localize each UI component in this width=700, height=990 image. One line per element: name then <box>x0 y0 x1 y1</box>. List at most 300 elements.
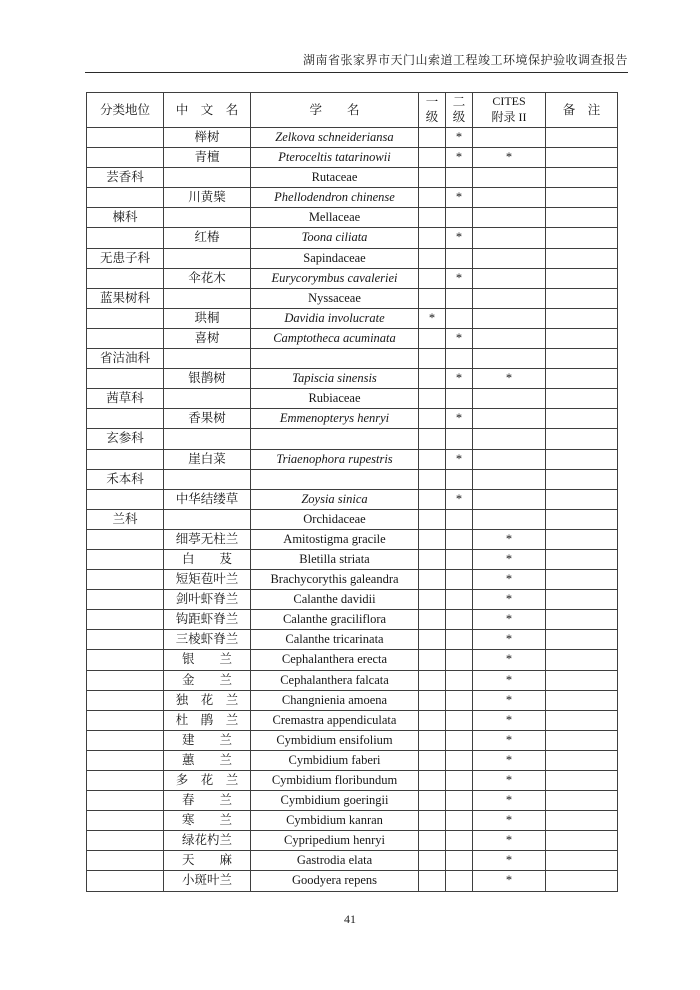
cell-chinese-name: 榉树 <box>164 128 251 148</box>
cell-family: 芸香科 <box>87 168 164 188</box>
cell-cites: * <box>473 831 546 851</box>
cell-cites <box>473 429 546 449</box>
cell-note <box>546 409 618 429</box>
header-title: 湖南省张家界市天门山索道工程竣工环境保护验收调查报告 <box>302 53 628 67</box>
table-row <box>87 710 618 730</box>
cell-chinese-name: 三棱虾脊兰 <box>164 630 251 650</box>
cell-scientific-name: Cymbidium kanran <box>251 811 419 831</box>
cell-chinese-name <box>164 288 251 308</box>
table-row <box>87 288 618 308</box>
cell-scientific-name: Toona ciliata <box>251 228 419 248</box>
cell-scientific-name <box>251 429 419 449</box>
cell-cites: * <box>473 630 546 650</box>
cell-class1 <box>419 328 446 348</box>
cell-cites: * <box>473 529 546 549</box>
cell-chinese-name: 春 兰 <box>164 791 251 811</box>
cell-note <box>546 549 618 569</box>
species-table <box>86 92 618 892</box>
cell-note <box>546 128 618 148</box>
table-row <box>87 549 618 569</box>
page-header <box>85 51 628 73</box>
cell-cites: * <box>473 750 546 770</box>
cell-cites <box>473 449 546 469</box>
cell-chinese-name: 珙桐 <box>164 308 251 328</box>
cell-cites: * <box>473 771 546 791</box>
cell-note <box>546 750 618 770</box>
cell-scientific-name: Calanthe davidii <box>251 590 419 610</box>
table-row <box>87 208 618 228</box>
cell-note <box>546 228 618 248</box>
cell-class1 <box>419 228 446 248</box>
table-row <box>87 529 618 549</box>
cell-note <box>546 811 618 831</box>
cell-cites: * <box>473 791 546 811</box>
cell-class2: * <box>446 489 473 509</box>
cell-scientific-name: Goodyera repens <box>251 871 419 891</box>
header-rule <box>85 72 628 73</box>
table-row <box>87 349 618 369</box>
table-row <box>87 610 618 630</box>
cell-class1 <box>419 791 446 811</box>
cell-family <box>87 228 164 248</box>
cell-cites <box>473 409 546 429</box>
cell-class1 <box>419 771 446 791</box>
cell-cites <box>473 489 546 509</box>
cell-scientific-name: Cymbidium goeringii <box>251 791 419 811</box>
cell-class1 <box>419 168 446 188</box>
cell-scientific-name: Zoysia sinica <box>251 489 419 509</box>
cell-cites <box>473 349 546 369</box>
cell-note <box>546 389 618 409</box>
cell-note <box>546 590 618 610</box>
cell-scientific-name: Gastrodia elata <box>251 851 419 871</box>
cell-class1 <box>419 389 446 409</box>
cell-note <box>546 248 618 268</box>
cell-family <box>87 690 164 710</box>
cell-cites <box>473 328 546 348</box>
cell-note <box>546 851 618 871</box>
col-header-class1-label: 一级 <box>425 95 439 124</box>
cell-chinese-name <box>164 349 251 369</box>
cell-note <box>546 188 618 208</box>
cell-scientific-name: Phellodendron chinense <box>251 188 419 208</box>
cell-class1 <box>419 851 446 871</box>
table-row <box>87 389 618 409</box>
cell-cites: * <box>473 670 546 690</box>
col-header-cites-line1: CITES <box>492 94 526 109</box>
cell-chinese-name: 香果树 <box>164 409 251 429</box>
cell-note <box>546 509 618 529</box>
cell-family <box>87 750 164 770</box>
cell-note <box>546 449 618 469</box>
table-row <box>87 670 618 690</box>
col-header-chinese-name: 中 文 名 <box>164 93 251 128</box>
col-header-scientific-name: 学 名 <box>251 93 419 128</box>
cell-note <box>546 429 618 449</box>
table-row <box>87 690 618 710</box>
cell-note <box>546 268 618 288</box>
cell-cites <box>473 188 546 208</box>
cell-class1 <box>419 449 446 469</box>
cell-class2 <box>446 871 473 891</box>
table-row <box>87 148 618 168</box>
table-row <box>87 831 618 851</box>
cell-cites: * <box>473 871 546 891</box>
cell-chinese-name: 银 兰 <box>164 650 251 670</box>
cell-class2 <box>446 650 473 670</box>
cell-family <box>87 771 164 791</box>
cell-class2 <box>446 389 473 409</box>
cell-family <box>87 730 164 750</box>
cell-cites <box>473 168 546 188</box>
cell-class2 <box>446 791 473 811</box>
cell-note <box>546 791 618 811</box>
cell-class2: * <box>446 449 473 469</box>
cell-chinese-name: 多 花 兰 <box>164 771 251 791</box>
cell-family <box>87 549 164 569</box>
cell-class1 <box>419 710 446 730</box>
cell-class2 <box>446 308 473 328</box>
cell-family <box>87 449 164 469</box>
cell-cites: * <box>473 610 546 630</box>
cell-chinese-name: 红椿 <box>164 228 251 248</box>
table-row <box>87 168 618 188</box>
cell-family <box>87 529 164 549</box>
cell-class2 <box>446 750 473 770</box>
table-row <box>87 811 618 831</box>
cell-class2: * <box>446 268 473 288</box>
cell-cites: * <box>473 811 546 831</box>
cell-scientific-name: Orchidaceae <box>251 509 419 529</box>
cell-class1 <box>419 871 446 891</box>
cell-cites <box>473 288 546 308</box>
cell-family: 禾本科 <box>87 469 164 489</box>
cell-class1 <box>419 831 446 851</box>
cell-class2 <box>446 529 473 549</box>
cell-class1 <box>419 670 446 690</box>
cell-note <box>546 871 618 891</box>
cell-family: 楝科 <box>87 208 164 228</box>
table-row <box>87 449 618 469</box>
cell-note <box>546 369 618 389</box>
cell-note <box>546 208 618 228</box>
table-row <box>87 308 618 328</box>
cell-class2 <box>446 690 473 710</box>
col-header-class2-label: 二级 <box>452 95 466 124</box>
cell-chinese-name: 小斑叶兰 <box>164 871 251 891</box>
cell-chinese-name: 蕙 兰 <box>164 750 251 770</box>
cell-scientific-name: Calanthe graciliflora <box>251 610 419 630</box>
col-header-class2 <box>446 93 473 128</box>
cell-scientific-name: Eurycorymbus cavaleriei <box>251 268 419 288</box>
cell-cites <box>473 208 546 228</box>
cell-scientific-name: Camptotheca acuminata <box>251 328 419 348</box>
col-header-cites-line2: 附录 II <box>491 110 527 124</box>
cell-cites: * <box>473 590 546 610</box>
cell-scientific-name: Tapiscia sinensis <box>251 369 419 389</box>
cell-note <box>546 349 618 369</box>
cell-family <box>87 610 164 630</box>
cell-class2 <box>446 710 473 730</box>
cell-scientific-name: Calanthe tricarinata <box>251 630 419 650</box>
cell-chinese-name: 独 花 兰 <box>164 690 251 710</box>
cell-class2 <box>446 469 473 489</box>
table-row <box>87 570 618 590</box>
table-head <box>87 93 618 128</box>
cell-class1 <box>419 429 446 449</box>
cell-class1 <box>419 750 446 770</box>
cell-class2: * <box>446 369 473 389</box>
cell-note <box>546 489 618 509</box>
cell-scientific-name: Amitostigma gracile <box>251 529 419 549</box>
cell-class1 <box>419 349 446 369</box>
cell-scientific-name: Davidia involucrate <box>251 308 419 328</box>
table-row <box>87 409 618 429</box>
cell-family: 茜草科 <box>87 389 164 409</box>
cell-family <box>87 128 164 148</box>
cell-note <box>546 328 618 348</box>
cell-chinese-name: 伞花木 <box>164 268 251 288</box>
cell-scientific-name: Rutaceae <box>251 168 419 188</box>
cell-scientific-name: Sapindaceae <box>251 248 419 268</box>
table-row <box>87 650 618 670</box>
cell-note <box>546 630 618 650</box>
cell-class2 <box>446 248 473 268</box>
cell-class1 <box>419 248 446 268</box>
cell-scientific-name: Nyssaceae <box>251 288 419 308</box>
cell-chinese-name: 白 芨 <box>164 549 251 569</box>
cell-class1 <box>419 590 446 610</box>
cell-chinese-name: 细葶无柱兰 <box>164 529 251 549</box>
col-header-class1 <box>419 93 446 128</box>
cell-chinese-name: 崖白菜 <box>164 449 251 469</box>
table-row <box>87 509 618 529</box>
cell-family <box>87 308 164 328</box>
table-row <box>87 630 618 650</box>
cell-chinese-name: 中华结缕草 <box>164 489 251 509</box>
cell-chinese-name: 建 兰 <box>164 730 251 750</box>
cell-class1 <box>419 128 446 148</box>
table-row <box>87 590 618 610</box>
cell-cites <box>473 228 546 248</box>
cell-class2 <box>446 208 473 228</box>
cell-family <box>87 811 164 831</box>
cell-family: 蓝果树科 <box>87 288 164 308</box>
cell-class1 <box>419 650 446 670</box>
cell-chinese-name: 青檀 <box>164 148 251 168</box>
cell-scientific-name: Pteroceltis tatarinowii <box>251 148 419 168</box>
cell-note <box>546 610 618 630</box>
table-row <box>87 489 618 509</box>
cell-family: 省沽油科 <box>87 349 164 369</box>
table-row <box>87 791 618 811</box>
col-header-note: 备 注 <box>546 93 618 128</box>
cell-class1 <box>419 268 446 288</box>
cell-cites: * <box>473 730 546 750</box>
cell-class1 <box>419 469 446 489</box>
cell-scientific-name: Cymbidium faberi <box>251 750 419 770</box>
cell-scientific-name: Mellaceae <box>251 208 419 228</box>
cell-scientific-name: Brachycorythis galeandra <box>251 570 419 590</box>
cell-cites: * <box>473 650 546 670</box>
cell-class2 <box>446 549 473 569</box>
cell-note <box>546 570 618 590</box>
cell-family <box>87 871 164 891</box>
cell-cites <box>473 268 546 288</box>
table-row <box>87 188 618 208</box>
cell-chinese-name: 绿花杓兰 <box>164 831 251 851</box>
cell-note <box>546 710 618 730</box>
cell-class2 <box>446 429 473 449</box>
table-row <box>87 871 618 891</box>
cell-chinese-name <box>164 429 251 449</box>
cell-scientific-name: Rubiaceae <box>251 389 419 409</box>
cell-class1: * <box>419 308 446 328</box>
cell-note <box>546 730 618 750</box>
cell-note <box>546 529 618 549</box>
cell-family <box>87 268 164 288</box>
col-header-cites <box>473 93 546 128</box>
cell-chinese-name: 钩距虾脊兰 <box>164 610 251 630</box>
cell-cites <box>473 509 546 529</box>
cell-class2 <box>446 610 473 630</box>
cell-scientific-name: Cymbidium ensifolium <box>251 730 419 750</box>
cell-family <box>87 409 164 429</box>
cell-cites <box>473 308 546 328</box>
cell-class2: * <box>446 409 473 429</box>
cell-class1 <box>419 529 446 549</box>
cell-class1 <box>419 509 446 529</box>
table-header-row <box>87 93 618 128</box>
cell-chinese-name: 天 麻 <box>164 851 251 871</box>
cell-class1 <box>419 630 446 650</box>
cell-family <box>87 369 164 389</box>
cell-family <box>87 831 164 851</box>
cell-chinese-name: 杜 鹃 兰 <box>164 710 251 730</box>
cell-note <box>546 288 618 308</box>
table-row <box>87 128 618 148</box>
cell-class1 <box>419 188 446 208</box>
table-row <box>87 268 618 288</box>
cell-scientific-name: Cypripedium henryi <box>251 831 419 851</box>
table-row <box>87 328 618 348</box>
cell-family: 无患子科 <box>87 248 164 268</box>
cell-cites <box>473 469 546 489</box>
cell-family: 兰科 <box>87 509 164 529</box>
cell-chinese-name: 银鹊树 <box>164 369 251 389</box>
cell-class1 <box>419 208 446 228</box>
cell-note <box>546 670 618 690</box>
cell-class2 <box>446 851 473 871</box>
cell-scientific-name: Triaenophora rupestris <box>251 449 419 469</box>
cell-note <box>546 771 618 791</box>
cell-scientific-name: Cephalanthera falcata <box>251 670 419 690</box>
cell-note <box>546 168 618 188</box>
cell-cites: * <box>473 710 546 730</box>
cell-class2 <box>446 590 473 610</box>
cell-family <box>87 630 164 650</box>
cell-class1 <box>419 610 446 630</box>
cell-chinese-name <box>164 509 251 529</box>
table-row <box>87 750 618 770</box>
cell-class2: * <box>446 128 473 148</box>
col-header-family: 分类地位 <box>87 93 164 128</box>
cell-class2 <box>446 570 473 590</box>
cell-class1 <box>419 409 446 429</box>
cell-note <box>546 469 618 489</box>
cell-chinese-name: 喜树 <box>164 328 251 348</box>
cell-class1 <box>419 690 446 710</box>
cell-cites <box>473 389 546 409</box>
table-row <box>87 469 618 489</box>
cell-scientific-name <box>251 349 419 369</box>
cell-class2 <box>446 831 473 851</box>
cell-family <box>87 851 164 871</box>
cell-chinese-name <box>164 168 251 188</box>
cell-family <box>87 489 164 509</box>
cell-class2 <box>446 630 473 650</box>
cell-class1 <box>419 570 446 590</box>
cell-class1 <box>419 288 446 308</box>
table-row <box>87 851 618 871</box>
cell-class2 <box>446 509 473 529</box>
cell-note <box>546 148 618 168</box>
table-row <box>87 771 618 791</box>
cell-scientific-name: Cremastra appendiculata <box>251 710 419 730</box>
cell-scientific-name: Cymbidium floribundum <box>251 771 419 791</box>
cell-cites <box>473 248 546 268</box>
cell-family <box>87 791 164 811</box>
cell-cites: * <box>473 690 546 710</box>
cell-scientific-name: Cephalanthera erecta <box>251 650 419 670</box>
cell-class1 <box>419 148 446 168</box>
cell-chinese-name <box>164 208 251 228</box>
cell-cites: * <box>473 851 546 871</box>
cell-chinese-name <box>164 469 251 489</box>
cell-class2: * <box>446 328 473 348</box>
cell-class1 <box>419 811 446 831</box>
cell-class2 <box>446 670 473 690</box>
cell-family: 玄参科 <box>87 429 164 449</box>
table-row <box>87 248 618 268</box>
cell-scientific-name: Changnienia amoena <box>251 690 419 710</box>
cell-class1 <box>419 730 446 750</box>
table-row <box>87 369 618 389</box>
cell-chinese-name: 金 兰 <box>164 670 251 690</box>
cell-class2 <box>446 811 473 831</box>
cell-cites: * <box>473 148 546 168</box>
cell-note <box>546 308 618 328</box>
cell-class2: * <box>446 228 473 248</box>
cell-cites: * <box>473 570 546 590</box>
cell-scientific-name: Bletilla striata <box>251 549 419 569</box>
cell-family <box>87 188 164 208</box>
cell-cites <box>473 128 546 148</box>
cell-cites: * <box>473 369 546 389</box>
cell-scientific-name <box>251 469 419 489</box>
table-row <box>87 429 618 449</box>
cell-class2 <box>446 168 473 188</box>
cell-class1 <box>419 489 446 509</box>
cell-family <box>87 710 164 730</box>
cell-class2 <box>446 349 473 369</box>
cell-family <box>87 328 164 348</box>
cell-class2: * <box>446 148 473 168</box>
cell-scientific-name: Zelkova schneideriansa <box>251 128 419 148</box>
cell-chinese-name <box>164 389 251 409</box>
cell-chinese-name <box>164 248 251 268</box>
cell-note <box>546 650 618 670</box>
